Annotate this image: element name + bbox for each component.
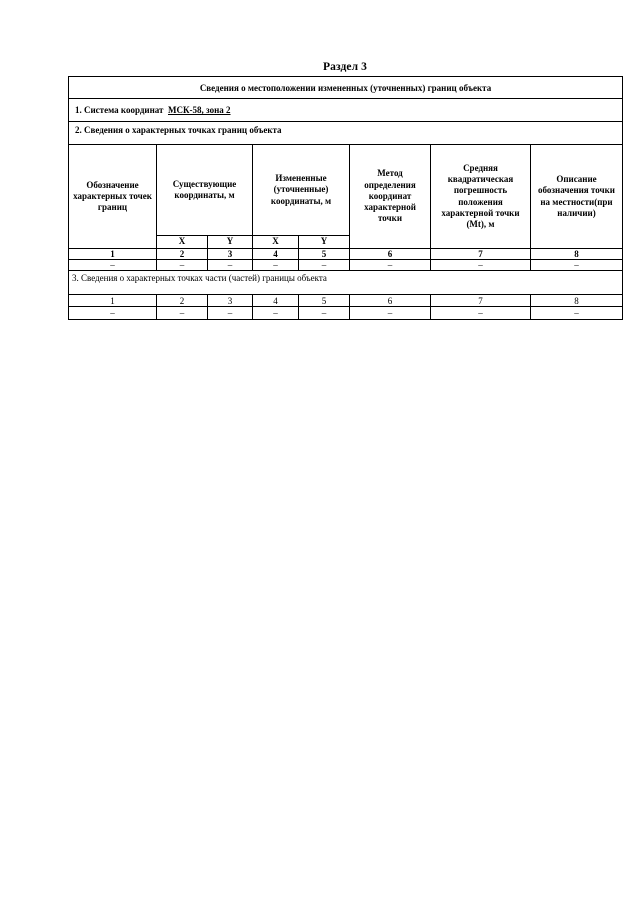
cell-value: – — [299, 260, 350, 271]
part-cell-value: – — [431, 307, 531, 320]
part-col-number: 7 — [431, 295, 531, 307]
col-header-accuracy: Средняя квадратическая погрешность положения характерной точки (Mt), м — [431, 145, 531, 249]
part-cell-value: – — [208, 307, 253, 320]
col-number: 6 — [350, 249, 431, 260]
col-header-description: Описание обозначения точки на местности(при наличии) — [531, 145, 623, 249]
part-col-number: 2 — [157, 295, 208, 307]
coord-system-row — [69, 99, 623, 122]
col-header-changed: Измененные (уточненные) координаты, м — [253, 145, 350, 236]
part-cell-value: – — [157, 307, 208, 320]
col-number: 5 — [299, 249, 350, 260]
part-points-label: 3. Сведения о характерных точках части (частей) границы объекта — [69, 271, 623, 295]
col-number: 3 — [208, 249, 253, 260]
col-number: 1 — [69, 249, 157, 260]
coord-system-value: МСК-58, зона 2 — [167, 105, 231, 115]
col-number: 7 — [431, 249, 531, 260]
part-col-number: 1 — [69, 295, 157, 307]
table-row — [69, 307, 623, 320]
col-header-existing-x: X — [157, 236, 208, 249]
part-cell-value: – — [69, 307, 157, 320]
col-number: 2 — [157, 249, 208, 260]
part-cell-value: – — [531, 307, 623, 320]
part-col-number: 6 — [350, 295, 431, 307]
part-col-number: 3 — [208, 295, 253, 307]
part-col-number: 8 — [531, 295, 623, 307]
cell-value: – — [431, 260, 531, 271]
char-points-label: 2. Сведения о характерных точках границ объекта — [69, 122, 623, 145]
col-number: 8 — [531, 249, 623, 260]
cell-value: – — [253, 260, 299, 271]
cell-value: – — [531, 260, 623, 271]
part-cell-value: – — [253, 307, 299, 320]
col-header-method: Метод определения координат характерной точки — [350, 145, 431, 249]
section-title: Раздел 3 — [323, 61, 367, 73]
cell-value: – — [208, 260, 253, 271]
part-cell-value: – — [350, 307, 431, 320]
part-col-number: 5 — [299, 295, 350, 307]
col-header-changed-x: X — [253, 236, 299, 249]
col-number: 4 — [253, 249, 299, 260]
col-header-designation: Обозначение характерных точек границ — [69, 145, 157, 249]
col-header-existing-y: Y — [208, 236, 253, 249]
part-col-number: 4 — [253, 295, 299, 307]
cell-value: – — [69, 260, 157, 271]
table-row — [69, 260, 623, 271]
cell-value: – — [157, 260, 208, 271]
boundary-table — [68, 76, 623, 320]
coord-system-label: 1. Система координат — [75, 105, 164, 115]
part-cell-value: – — [299, 307, 350, 320]
col-header-existing: Существующие координаты, м — [157, 145, 253, 236]
table-title: Сведения о местоположении измененных (уточненных) границ объекта — [69, 77, 623, 99]
col-header-changed-y: Y — [299, 236, 350, 249]
cell-value: – — [350, 260, 431, 271]
